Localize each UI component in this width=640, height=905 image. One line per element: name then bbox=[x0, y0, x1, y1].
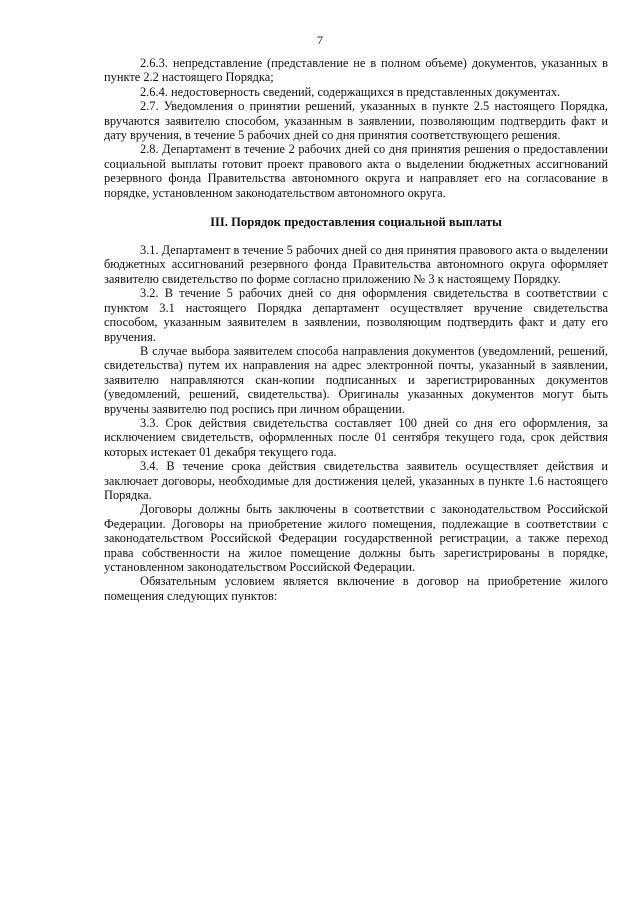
paragraph-mandatory-condition: Обязательным условием является включение в договор на приобретение жилого помещения следующих пунктов: bbox=[104, 574, 608, 603]
paragraph-contracts: Договоры должны быть заключены в соответствии с законодательством Российской Федерации. Договоры на приобретение жилого помещения, подлежащие в соответствии с законодательством Российской Федерации государственной регистрации, а также переход права собственности на жилое помещение должны быть зарегистрированы в порядке, установленном законодательством Российской Федерации. bbox=[104, 502, 608, 574]
page-number: 7 bbox=[317, 33, 323, 47]
document-body bbox=[104, 56, 608, 603]
paragraph-2-6-4: 2.6.4. недостоверность сведений, содержащихся в представленных документах. bbox=[140, 84, 561, 99]
paragraph-3-3: 3.3. Срок действия свидетельства составляет 100 дней со дня его оформления, за исключением свидетельств, оформленных после 01 сентября текущего года, срок действия которых истекает 01 декабря текущего года. bbox=[104, 415, 608, 459]
paragraph-3-1: 3.1. Департамент в течение 5 рабочих дней со дня принятия правового акта о выделении бюджетных ассигнований резервного фонда Правительства автономного округа оформляет заявителю свидетельство по форме согласно приложению № 3 к настоящему Порядку. bbox=[104, 243, 608, 286]
paragraph-2-7: 2.7. Уведомления о принятии решений, указанных в пункте 2.5 настоящего Порядка, вручаются заявителю способом, указанным в заявлении, позволяющим подтвердить факт и дату вручения, в течение 5 рабочих дней со дня принятия соответствующего решения. bbox=[104, 99, 608, 143]
paragraph-delivery-email: В случае выбора заявителем способа направления документов (уведомлений, решений, свидетельства) путем их направления на адрес электронной почты, указанный в заявлении, заявителю направляются скан-копии подписанных и зарегистрированных документов (уведомлений, решений, свидетельства). Оригиналы указанных документов могут быть вручены заявителю под роспись при личном обращении. bbox=[104, 343, 608, 416]
paragraph-3-2: 3.2. В течение 5 рабочих дней со дня оформления свидетельства в соответствии с пунктом 3.1 настоящего Порядка департамент осуществляет вручение свидетельства способом, указанным заявителем в заявлении, позволяющим подтвердить факт и дату его вручения. bbox=[104, 286, 608, 344]
paragraph-2-6-3: 2.6.3. непредставление (представление не в полном объеме) документов, указанных в пункте 2.2 настоящего Порядка; bbox=[104, 56, 608, 85]
section-heading: III. Порядок предоставления социальной выплаты bbox=[210, 215, 502, 230]
paragraph-3-4: 3.4. В течение срока действия свидетельства заявитель осуществляет действия и заключает договоры, необходимые для достижения целей, указанных в пункте 1.6 настоящего Порядка. bbox=[104, 459, 608, 502]
paragraph-2-8: 2.8. Департамент в течение 2 рабочих дней со дня принятия решения о предоставлении социальной выплаты готовит проект правового акта о выделении бюджетных ассигнований резервного фонда Правительства автономного округа и направляет его на согласование в порядке, установленном законодательством автономного округа. bbox=[104, 142, 608, 200]
